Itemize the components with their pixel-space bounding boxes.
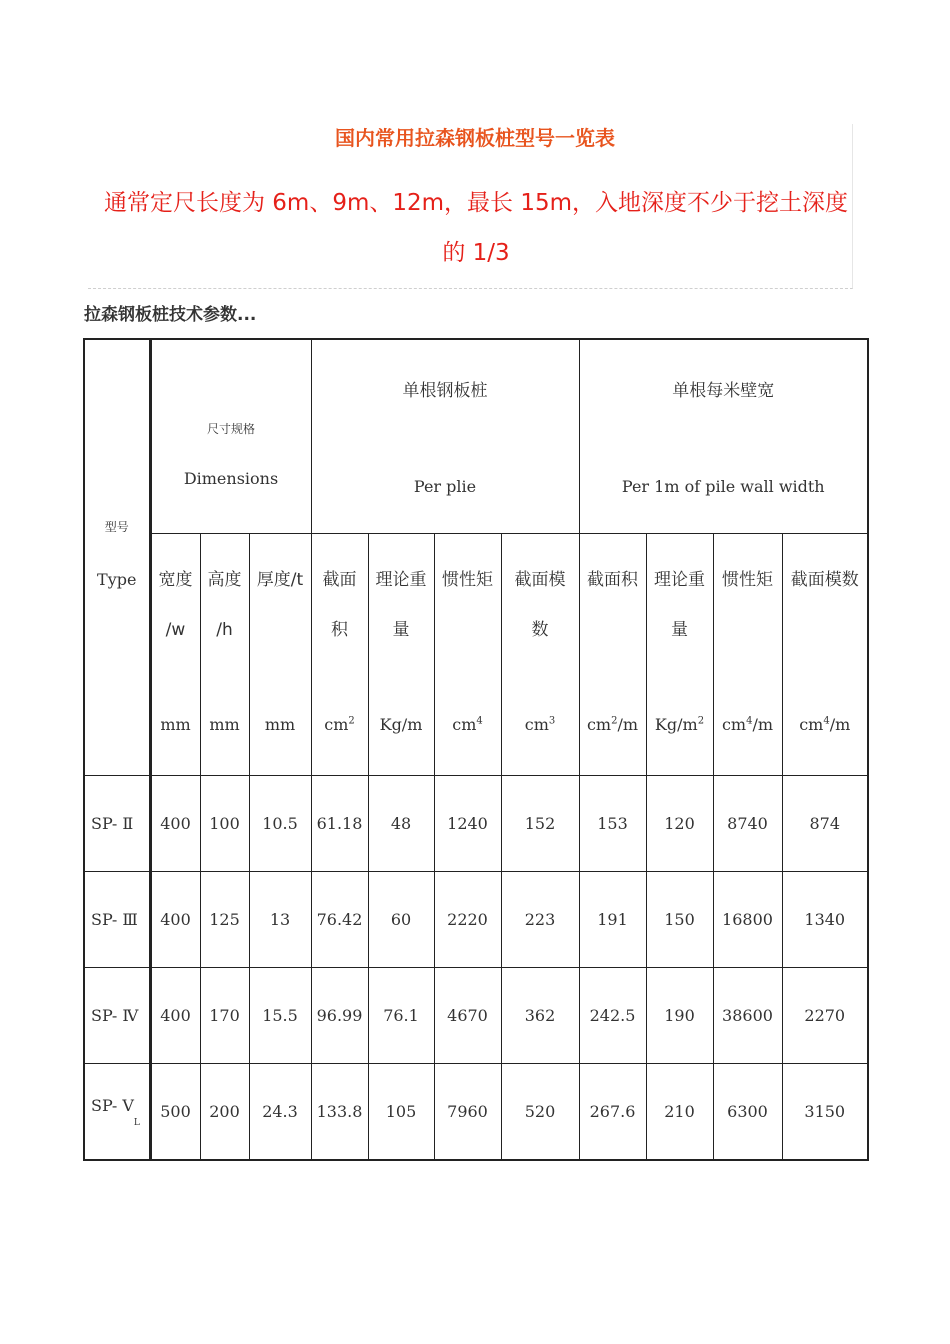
column-header <box>579 534 646 776</box>
dimensions-header-en: Dimensions <box>183 469 279 488</box>
per-wall-header <box>579 339 868 534</box>
column-label: 截面积 <box>587 570 638 590</box>
table-row <box>84 776 868 872</box>
table-row <box>84 968 868 1064</box>
table-cell: 190 <box>646 968 713 1064</box>
column-label-cont <box>435 617 501 643</box>
column-unit: mm <box>209 715 240 734</box>
length-notice <box>92 178 860 278</box>
dimensions-header-cn: 尺寸规格 <box>206 422 255 436</box>
column-label-cont: 量 <box>671 620 688 640</box>
table-cell: 16800 <box>713 872 782 968</box>
table-cell: 242.5 <box>579 968 646 1064</box>
column-label-cont <box>714 617 782 643</box>
table-cell: 24.3 <box>249 1064 311 1161</box>
table-cell: 4670 <box>434 968 501 1064</box>
column-label: 惯性矩 <box>442 570 493 590</box>
table-cell: 520 <box>501 1064 579 1161</box>
table-cell: 96.99 <box>311 968 368 1064</box>
column-label: 截面模 <box>514 570 566 590</box>
column-label-cont <box>783 617 868 643</box>
row-type: SP- Ⅱ <box>84 776 150 872</box>
table-cell: 3150 <box>782 1064 868 1161</box>
table-cell: 223 <box>501 872 579 968</box>
column-label-cont: /h <box>216 620 233 640</box>
column-header <box>713 534 782 776</box>
table-cell: 10.5 <box>249 776 311 872</box>
column-label: 截面 <box>322 570 357 590</box>
table-cell: 400 <box>150 776 200 872</box>
table-cell: 60 <box>368 872 434 968</box>
table-cell: 400 <box>150 872 200 968</box>
type-header-en: Type <box>97 570 137 589</box>
column-label: 理论重 <box>654 570 705 590</box>
column-header <box>501 534 579 776</box>
column-label-cont <box>580 617 646 643</box>
column-label: 高度 <box>207 570 242 590</box>
table-row <box>84 872 868 968</box>
column-label: 厚度/t <box>256 570 304 590</box>
sheet-pile-spec-table <box>83 338 869 1161</box>
column-label-cont <box>250 617 311 643</box>
table-cell: 267.6 <box>579 1064 646 1161</box>
column-unit: mm <box>264 715 296 734</box>
table-cell: 500 <box>150 1064 200 1161</box>
table-row <box>84 1064 868 1161</box>
table-cell: 150 <box>646 872 713 968</box>
column-label: 理论重 <box>375 570 427 590</box>
table-cell: 6300 <box>713 1064 782 1161</box>
column-unit: $Kg/m^2$ <box>654 715 705 734</box>
column-label-cont: 数 <box>531 620 549 640</box>
per-wall-header-cn: 单根每米壁宽 <box>672 381 775 401</box>
table-cell: 38600 <box>713 968 782 1064</box>
column-header <box>150 534 200 776</box>
table-cell: 362 <box>501 968 579 1064</box>
column-unit: $cm^4/m$ <box>721 715 774 734</box>
column-label: 惯性矩 <box>722 570 773 590</box>
table-cell: 61.18 <box>311 776 368 872</box>
per-pile-header <box>311 339 579 534</box>
type-header <box>84 339 150 776</box>
table-cell: 874 <box>782 776 868 872</box>
column-label-cont: 积 <box>331 620 348 640</box>
table-cell: 8740 <box>713 776 782 872</box>
table-cell: 200 <box>200 1064 249 1161</box>
table-cell: 153 <box>579 776 646 872</box>
column-header <box>249 534 311 776</box>
column-unit: $cm^2$ <box>324 715 355 734</box>
table-cell: 1240 <box>434 776 501 872</box>
dimensions-header <box>150 339 311 534</box>
table-cell: 125 <box>200 872 249 968</box>
column-unit: mm <box>160 715 191 734</box>
table-cell: 76.1 <box>368 968 434 1064</box>
notice-line-1: 通常定尺长度为 6m、9m、12m，最长 15m，入地深度不少于挖土深度 <box>103 190 849 216</box>
table-cell: 400 <box>150 968 200 1064</box>
column-header <box>311 534 368 776</box>
table-cell: 7960 <box>434 1064 501 1161</box>
notice-line-2: 的 1/3 <box>442 240 510 266</box>
table-cell: 133.8 <box>311 1064 368 1161</box>
type-header-cn: 型号 <box>104 520 129 534</box>
per-pile-header-en: Per plie <box>413 477 477 496</box>
per-pile-header-cn: 单根钢板桩 <box>402 381 488 401</box>
column-label-cont: /w <box>165 620 186 640</box>
table-cell: 1340 <box>782 872 868 968</box>
table-cell: 2270 <box>782 968 868 1064</box>
column-label-cont: 量 <box>392 620 410 640</box>
page-title: 国内常用拉森钢板桩型号一览表 <box>335 126 615 150</box>
column-header <box>782 534 868 776</box>
column-label: 截面模数 <box>790 570 859 590</box>
table-cell: 76.42 <box>311 872 368 968</box>
column-label: 宽度 <box>158 570 193 590</box>
table-cell: 13 <box>249 872 311 968</box>
table-cell: 2220 <box>434 872 501 968</box>
row-type: SP- $Ⅴ_L$ <box>84 1064 150 1161</box>
table-cell: 15.5 <box>249 968 311 1064</box>
table-cell: 191 <box>579 872 646 968</box>
table-cell: 100 <box>200 776 249 872</box>
column-unit: $cm^3$ <box>524 715 556 734</box>
table-cell: 152 <box>501 776 579 872</box>
table-cell: 48 <box>368 776 434 872</box>
column-unit: $cm^4$ <box>452 715 483 734</box>
table-cell: 170 <box>200 968 249 1064</box>
row-type: SP- Ⅳ <box>84 968 150 1064</box>
column-header <box>434 534 501 776</box>
column-header <box>368 534 434 776</box>
column-unit: $cm^2/m$ <box>586 715 639 734</box>
column-unit: Kg/m <box>379 715 423 734</box>
section-heading: 拉森钢板桩技术参数... <box>84 305 257 325</box>
column-unit: $cm^4/m$ <box>799 715 851 734</box>
table-cell: 120 <box>646 776 713 872</box>
column-header <box>200 534 249 776</box>
per-wall-header-en: Per 1m of pile wall width <box>621 477 825 496</box>
table-cell: 105 <box>368 1064 434 1161</box>
table-cell: 210 <box>646 1064 713 1161</box>
column-header <box>646 534 713 776</box>
row-type: SP- Ⅲ <box>84 872 150 968</box>
